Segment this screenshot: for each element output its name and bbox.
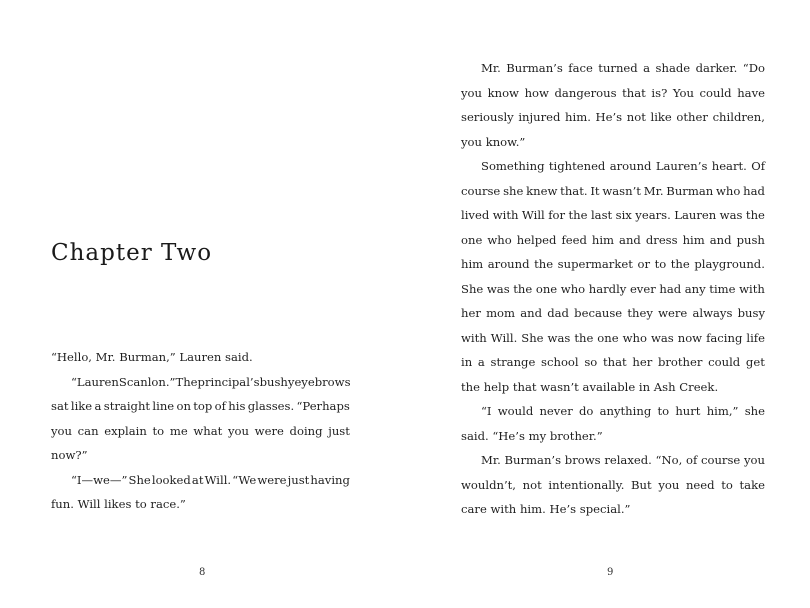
word: always <box>692 306 733 320</box>
word: knew <box>526 183 558 198</box>
word: one <box>597 330 619 345</box>
word: course <box>700 453 741 467</box>
word: now <box>677 330 703 345</box>
word: wasn’t <box>602 183 641 198</box>
word: doing <box>289 423 323 438</box>
word: you <box>461 85 482 100</box>
word: hardly <box>588 281 627 296</box>
text-line <box>461 154 765 179</box>
text-line <box>461 448 765 473</box>
word: were <box>257 472 287 487</box>
word: him <box>591 232 615 247</box>
word: know.” <box>485 134 526 149</box>
word: was <box>719 208 743 222</box>
text-line <box>461 203 765 228</box>
word: Lauren <box>179 350 222 364</box>
word: the <box>574 330 594 345</box>
word: brows <box>564 453 601 467</box>
word: explain <box>104 423 147 438</box>
word: Lauren’s <box>655 159 708 173</box>
word: you <box>461 134 482 149</box>
word: was <box>486 281 510 296</box>
text-line <box>461 399 765 424</box>
word: for <box>548 208 566 222</box>
word: one <box>461 232 483 247</box>
word: you <box>658 477 680 492</box>
word: the <box>534 257 554 271</box>
word: bushy <box>259 374 295 389</box>
word: him. <box>519 502 546 516</box>
word: with <box>739 281 765 296</box>
word: other <box>676 110 708 124</box>
word: said. <box>461 428 489 443</box>
word: get <box>745 355 765 369</box>
word: that. <box>560 183 588 198</box>
word: Mr. <box>643 183 664 198</box>
word: you <box>228 423 249 438</box>
word: never <box>539 404 573 418</box>
word: to <box>135 497 147 511</box>
left-page-number: 8 <box>199 567 206 578</box>
word: seriously <box>461 110 514 124</box>
word: He’s <box>595 110 623 124</box>
word: her <box>461 306 481 320</box>
word: she <box>744 404 765 418</box>
word: supermarket <box>557 257 633 271</box>
word: a <box>477 355 485 369</box>
word: a <box>643 61 651 75</box>
text-line <box>461 326 765 351</box>
word: “No, <box>655 453 683 467</box>
word: me <box>169 423 188 438</box>
word: was <box>650 330 674 345</box>
left-page-text <box>51 345 350 517</box>
word: her <box>632 355 653 369</box>
word: strange <box>490 355 536 369</box>
word: help <box>483 379 510 394</box>
word: looked <box>151 472 191 487</box>
word: with <box>490 502 517 516</box>
word: ever <box>629 281 656 296</box>
word: so <box>584 355 598 369</box>
word: of <box>214 399 226 413</box>
word: on <box>176 399 191 413</box>
right-page-number: 9 <box>607 567 614 578</box>
word: children, <box>712 110 765 124</box>
word: and <box>619 232 641 247</box>
word: that <box>512 379 537 394</box>
chapter-title: Chapter Two <box>51 240 213 266</box>
word: Ash <box>653 379 676 394</box>
word: course <box>461 183 501 198</box>
word: a <box>94 399 102 413</box>
word: injured <box>518 110 561 124</box>
word: Lauren <box>674 208 717 222</box>
word: of <box>686 453 698 467</box>
word: you <box>743 453 765 467</box>
word: one <box>535 281 558 296</box>
word: could <box>708 355 741 369</box>
word: who <box>487 232 512 247</box>
word: could <box>699 85 732 100</box>
text-line <box>461 350 765 375</box>
word: you <box>51 423 72 438</box>
word: with <box>461 330 487 345</box>
word: his <box>228 399 246 413</box>
word: special.” <box>579 502 631 516</box>
word: principal’s <box>197 374 260 389</box>
word: Creek. <box>679 379 719 394</box>
text-line <box>461 228 765 253</box>
word: do <box>578 404 594 418</box>
word: like <box>650 110 672 124</box>
word: helped <box>516 232 557 247</box>
word: But <box>631 477 652 492</box>
word: that <box>622 85 646 100</box>
word: they <box>627 306 653 320</box>
word: “Hello, <box>51 350 92 364</box>
word: busy <box>737 306 765 320</box>
word: six <box>615 208 632 222</box>
word: in <box>638 379 651 394</box>
word: relaxed. <box>604 453 652 467</box>
word: dress <box>645 232 678 247</box>
word: said. <box>225 350 253 364</box>
word: were <box>254 423 284 438</box>
word: the <box>513 281 533 296</box>
word: eyebrows <box>294 374 351 389</box>
word: who <box>622 330 647 345</box>
word: she <box>503 183 524 198</box>
word: need <box>685 477 715 492</box>
text-line <box>461 179 765 204</box>
word: my <box>528 428 547 443</box>
word: the <box>670 257 690 271</box>
text-line <box>51 492 350 517</box>
word: around <box>609 159 652 173</box>
word: and <box>709 232 732 247</box>
word: have <box>737 85 765 100</box>
word: She <box>521 330 544 345</box>
word: just <box>328 423 350 438</box>
word: now?” <box>51 448 88 462</box>
word: know <box>487 85 519 100</box>
word: Will <box>521 208 545 222</box>
word: She <box>128 472 151 487</box>
word: hurt <box>675 404 701 418</box>
word: glasses. <box>247 399 295 413</box>
word: Mr. <box>95 350 116 364</box>
word: and <box>520 306 543 320</box>
word: is? <box>651 85 668 100</box>
word: Burman’s <box>504 453 562 467</box>
word: top <box>193 399 213 413</box>
word: “I <box>481 404 492 418</box>
word: turned <box>598 61 638 75</box>
word: mom <box>486 306 516 320</box>
text-line <box>461 277 765 302</box>
word: wasn’t <box>540 379 579 394</box>
text-line <box>51 345 350 370</box>
word: “I—we—” <box>71 472 128 487</box>
word: dangerous <box>554 85 617 100</box>
word: playground. <box>694 257 765 271</box>
word: having <box>310 472 350 487</box>
word: Of <box>751 159 765 173</box>
word: like <box>70 399 93 413</box>
word: shade <box>655 61 691 75</box>
word: was <box>547 330 571 345</box>
word: not <box>626 110 646 124</box>
word: likes <box>104 497 132 511</box>
word: “Lauren <box>71 374 119 389</box>
text-line <box>51 370 350 395</box>
text-line <box>461 497 765 522</box>
word: “Do <box>742 61 765 75</box>
text-line <box>461 56 765 81</box>
word: lived <box>461 208 490 222</box>
word: at <box>191 472 204 487</box>
right-page-text <box>461 56 765 522</box>
word: take <box>739 477 765 492</box>
word: straight <box>103 399 151 413</box>
word: Something <box>481 159 545 173</box>
word: not <box>522 477 542 492</box>
word: brother.” <box>549 428 603 443</box>
word: heart. <box>711 159 747 173</box>
word: with <box>492 208 519 222</box>
word: time <box>709 281 736 296</box>
word: to <box>654 257 667 271</box>
word: how <box>524 85 549 100</box>
word: around <box>487 257 530 271</box>
text-line <box>461 252 765 277</box>
word: wouldn’t, <box>461 477 516 492</box>
word: would <box>497 404 534 418</box>
word: had <box>659 281 682 296</box>
word: “Perhaps <box>296 399 350 413</box>
word: Mr. <box>481 453 501 467</box>
word: to <box>657 404 670 418</box>
word: school <box>541 355 579 369</box>
word: to <box>152 423 165 438</box>
word: him. <box>565 110 591 124</box>
word: available <box>582 379 636 394</box>
word: the <box>568 208 588 222</box>
word: last <box>590 208 613 222</box>
word: Will. <box>490 330 518 345</box>
word: darker. <box>695 61 738 75</box>
word: were <box>658 306 688 320</box>
text-line <box>51 394 350 419</box>
word: or <box>637 257 650 271</box>
word: who <box>560 281 586 296</box>
word: because <box>574 306 623 320</box>
word: The <box>175 374 198 389</box>
word: She <box>461 281 484 296</box>
word: who <box>715 183 741 198</box>
word: to <box>721 477 733 492</box>
word: him <box>682 232 705 247</box>
word: “He’s <box>492 428 525 443</box>
word: Burman’s <box>506 61 563 75</box>
word: care <box>461 502 487 516</box>
word: Will. <box>204 472 232 487</box>
word: face <box>568 61 593 75</box>
word: can <box>77 423 99 438</box>
word: intentionally. <box>548 477 625 492</box>
word: He’s <box>549 502 577 516</box>
right-page <box>405 0 810 608</box>
word: sat <box>51 399 69 413</box>
word: dad <box>547 306 569 320</box>
word: had <box>743 183 765 198</box>
text-line <box>51 419 350 444</box>
word: Burman <box>666 183 714 198</box>
word: Will <box>77 497 101 511</box>
word: feed <box>561 232 587 247</box>
word: years. <box>635 208 671 222</box>
word: him <box>461 257 484 271</box>
word: You <box>672 85 694 100</box>
word: anything <box>599 404 652 418</box>
text-line <box>461 105 765 130</box>
word: what <box>193 423 223 438</box>
word: It <box>590 183 600 198</box>
word: tightened <box>548 159 606 173</box>
text-line <box>461 424 765 449</box>
text-line <box>51 468 350 493</box>
text-line <box>461 81 765 106</box>
word: Burman,” <box>119 350 176 364</box>
word: brother <box>657 355 703 369</box>
word: life <box>746 330 765 345</box>
word: the <box>461 379 480 394</box>
word: Scanlon.” <box>118 374 176 389</box>
text-line <box>461 301 765 326</box>
text-line <box>51 443 350 468</box>
word: “We <box>232 472 257 487</box>
word: him,” <box>706 404 739 418</box>
word: the <box>745 208 765 222</box>
word: facing <box>706 330 743 345</box>
word: that <box>602 355 627 369</box>
word: just <box>287 472 310 487</box>
word: race.” <box>150 497 186 511</box>
text-line <box>461 473 765 498</box>
word: in <box>461 355 473 369</box>
word: push <box>736 232 765 247</box>
word: fun. <box>51 497 74 511</box>
word: any <box>684 281 706 296</box>
text-line <box>461 375 765 400</box>
word: Mr. <box>481 61 501 75</box>
word: line <box>152 399 175 413</box>
text-line <box>461 130 765 155</box>
